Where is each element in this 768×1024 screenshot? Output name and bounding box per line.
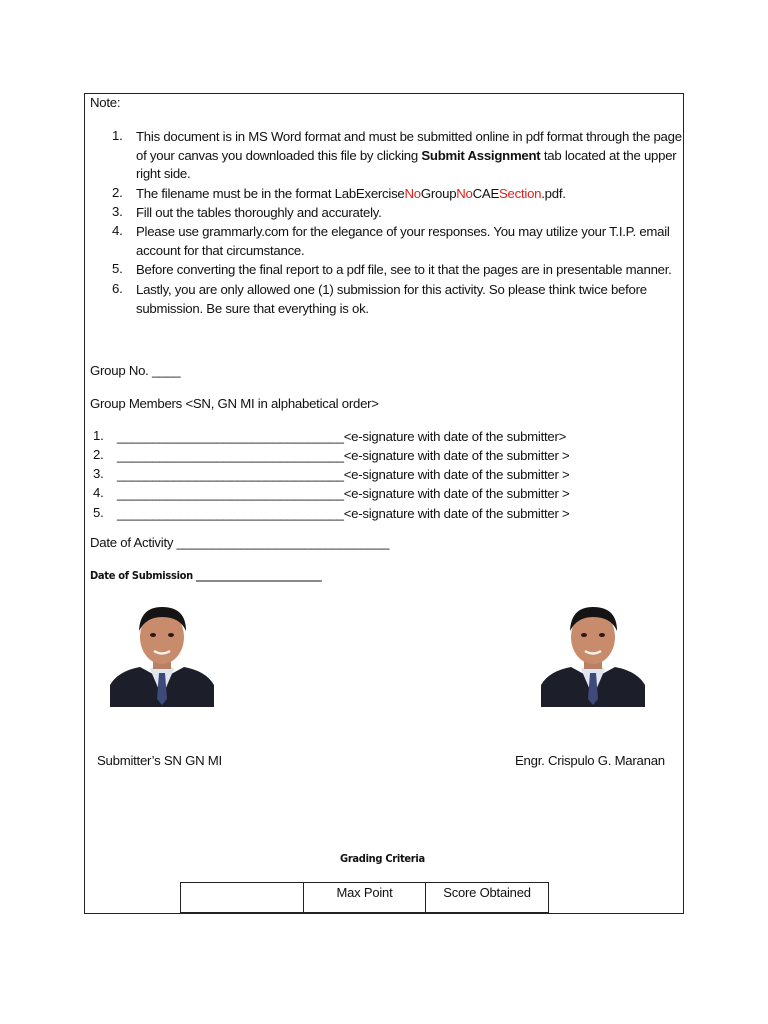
grading-table [180, 882, 549, 913]
member-3-number: 3. [93, 466, 104, 481]
date-of-submission-field[interactable]: Date of Submission ___________________________ [90, 569, 322, 582]
note-item-2-number: 2. [112, 185, 123, 200]
note-item-1-line-1: This document is in MS Word format and must be submitted online in pdf format through the page [136, 129, 682, 144]
grading-header-max-point: Max Point [304, 883, 426, 913]
submitter-name-label: Submitter’s SN GN MI [97, 753, 222, 768]
note-item-3-text: Fill out the tables thoroughly and accurately. [136, 205, 382, 220]
note-item-1-number: 1. [112, 128, 123, 143]
member-2-line[interactable]: ________________________________<e-signature with date of the submitter > [117, 448, 570, 463]
note-item-4-line-1: Please use grammarly.com for the elegance of your responses. You may utilize your T.I.P. email [136, 224, 670, 239]
member-5-line[interactable]: ________________________________<e-signature with date of the submitter > [117, 506, 570, 521]
member-4-line[interactable]: ________________________________<e-signature with date of the submitter > [117, 486, 570, 501]
date-of-activity-field[interactable]: Date of Activity ______________________________ [90, 535, 390, 550]
note-item-1-line-2: of your canvas you downloaded this file by clicking Submit Assignment tab located at the upper [136, 148, 677, 163]
instructor-name-label: Engr. Crispulo G. Maranan [515, 753, 665, 768]
member-5-number: 5. [93, 505, 104, 520]
submit-assignment-term: Submit Assignment [421, 148, 541, 163]
note-item-6-number: 6. [112, 281, 123, 296]
note-item-6-line-1: Lastly, you are only allowed one (1) submission for this activity. So please think twice before [136, 282, 647, 297]
note-item-4-number: 4. [112, 223, 123, 238]
note-item-1-line-3: right side. [136, 166, 191, 181]
group-members-label: Group Members <SN, GN MI in alphabetical order> [90, 396, 379, 411]
member-2-number: 2. [93, 447, 104, 462]
grading-table-header-row [181, 883, 549, 913]
note-item-3-number: 3. [112, 204, 123, 219]
grading-header-criteria [181, 883, 304, 913]
submitter-photo [110, 601, 214, 707]
note-item-5-text: Before converting the final report to a pdf file, see to it that the pages are in presentable manner. [136, 262, 672, 277]
member-1-number: 1. [93, 428, 104, 443]
note-item-2-text: The filename must be in the format LabExerciseNoGroupNoCAESection.pdf. [136, 186, 566, 201]
note-item-6-line-2: submission. Be sure that everything is ok. [136, 301, 369, 316]
note-item-4-line-2: account for that circumstance. [136, 243, 305, 258]
note-item-5-number: 5. [112, 261, 123, 276]
member-4-number: 4. [93, 485, 104, 500]
grading-header-score-obtained: Score Obtained [426, 883, 549, 913]
grading-criteria-heading: Grading Criteria [340, 852, 425, 865]
group-number-field[interactable]: Group No. ____ [90, 363, 181, 378]
note-label: Note: [90, 95, 121, 110]
member-1-line[interactable]: ________________________________<e-signature with date of the submitter> [117, 429, 567, 444]
instructor-photo [541, 601, 645, 707]
member-3-line[interactable]: ________________________________<e-signature with date of the submitter > [117, 467, 570, 482]
